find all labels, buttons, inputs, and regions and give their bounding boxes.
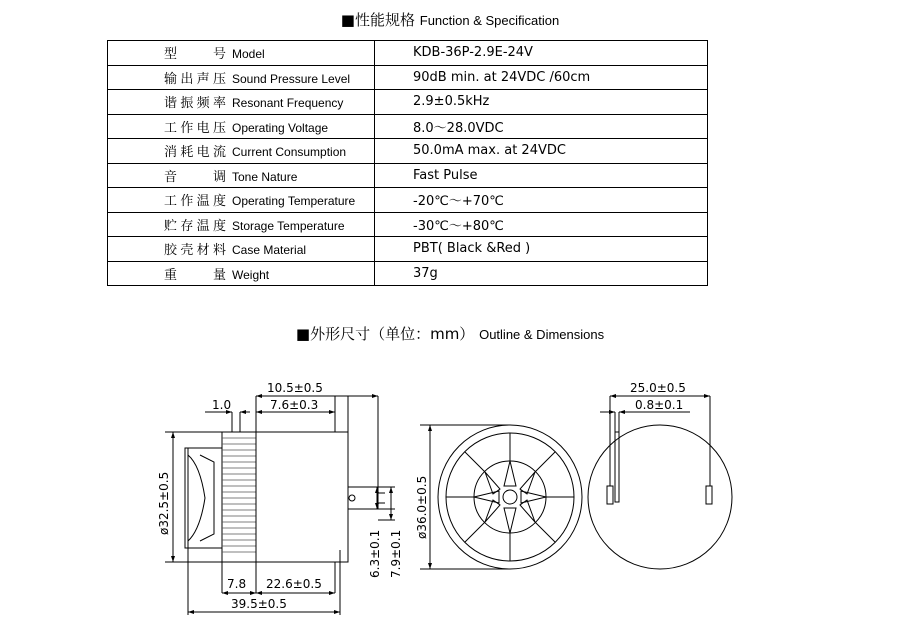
spec-value: -20℃～+70℃	[375, 188, 708, 213]
side-knurled-ring	[222, 432, 256, 562]
spec-value: 8.0～28.0VDC	[375, 114, 708, 139]
back-pin-right	[706, 486, 712, 504]
spec-label-cn: 重量	[164, 267, 226, 283]
front-grille-spokes	[446, 433, 574, 561]
spec-label-cn: 胶壳材料	[164, 243, 226, 259]
terminal-hole	[349, 495, 355, 501]
side-grille-curve	[188, 455, 205, 541]
spec-value: 2.9±0.5kHz	[375, 90, 708, 115]
spec-label-cn: 谐振频率	[164, 96, 226, 112]
outline-title-en: Outline & Dimensions	[479, 327, 605, 342]
spec-label-en: Case Material	[232, 243, 307, 258]
back-pin-left-foot	[607, 486, 613, 504]
spec-label-en: Operating Voltage	[232, 120, 329, 135]
dim-diameter-side: ø32.5±0.5	[157, 471, 171, 535]
spec-label-en: Sound Pressure Level	[232, 71, 351, 86]
dim-pin-offset-b: 7.9±0.1	[389, 529, 403, 578]
spec-label-cn: 消耗电流	[164, 145, 226, 161]
spec-title-en: Function & Specification	[419, 13, 560, 28]
dim-pin-thickness: 0.8±0.1	[635, 398, 684, 412]
spec-label-cn: 音调	[164, 169, 226, 185]
dim-body-width: 22.6±0.5	[266, 577, 322, 591]
back-pin-left	[615, 432, 619, 502]
side-grille-inner	[200, 455, 214, 541]
outline-title-cn: ■外形尺寸（单位：mm）	[295, 325, 475, 343]
dim-body-length-top: 7.6±0.3	[270, 398, 319, 412]
spec-label-en: Operating Temperature	[232, 194, 356, 209]
dim-overall-length: 39.5±0.5	[231, 597, 287, 611]
side-front-grille	[185, 448, 222, 548]
dim-total-length-top: 10.5±0.5	[267, 381, 323, 395]
spec-label-en: Current Consumption	[232, 145, 347, 160]
spec-value: PBT( Black &Red )	[375, 237, 708, 262]
back-view	[588, 396, 732, 569]
dim-flange-width: 7.8	[227, 577, 247, 591]
spec-label-cn: 贮存温度	[164, 218, 226, 234]
spec-value: -30℃～+80℃	[375, 212, 708, 237]
side-terminal	[348, 487, 378, 509]
spec-value: Fast Pulse	[375, 163, 708, 188]
spec-label-cn: 型号	[164, 47, 226, 63]
spec-label-cn: 工作温度	[164, 194, 226, 210]
spec-label-en: Model	[232, 47, 265, 62]
dim-flange: 1.0	[212, 398, 232, 412]
spec-label-en: Weight	[232, 267, 270, 282]
spec-label-en: Tone Nature	[232, 169, 298, 184]
side-body	[256, 432, 348, 562]
spec-value: 37g	[375, 261, 708, 286]
spec-label-cn: 输出声压	[164, 71, 226, 87]
spec-title-cn: ■性能规格	[340, 11, 415, 29]
spec-value: KDB-36P-2.9E-24V	[375, 41, 708, 66]
spec-label-cn: 工作电压	[164, 120, 226, 136]
spec-value: 90dB min. at 24VDC /60cm	[375, 65, 708, 90]
spec-label-en: Resonant Frequency	[232, 96, 344, 111]
knurl-lines	[222, 438, 256, 552]
front-center	[503, 490, 517, 504]
dim-diameter-front: ø36.0±0.5	[415, 475, 429, 539]
dim-pin-offset-a: 6.3±0.1	[368, 529, 382, 578]
spec-value: 50.0mA max. at 24VDC	[375, 139, 708, 164]
front-view	[420, 425, 582, 569]
dim-pin-spacing: 25.0±0.5	[630, 381, 686, 395]
spec-label-en: Storage Temperature	[232, 218, 345, 233]
